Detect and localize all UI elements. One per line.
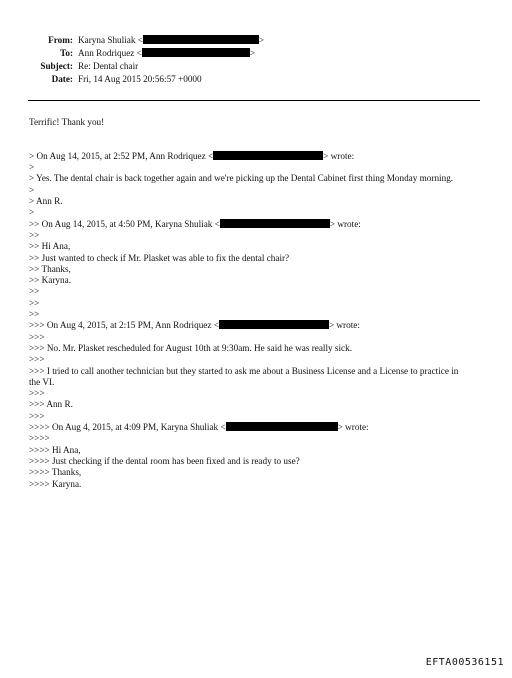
quote-header-text: >>>> On Aug 4, 2015, at 4:09 PM, Karyna Shuliak < — [29, 422, 226, 433]
redaction-bar — [142, 48, 250, 57]
header-divider — [28, 100, 480, 101]
quote-header-2 — [29, 219, 469, 230]
quote-header-text: > On Aug 14, 2015, at 2:52 PM, Ann Rodriquez < — [29, 150, 214, 161]
quote-line: >>> — [29, 388, 45, 399]
email-body — [29, 117, 469, 490]
subject-label: Subject: — [40, 61, 73, 71]
to-label: To: — [60, 48, 73, 58]
quote-line: >>> No. Mr. Plasket rescheduled for August 10th at 9:30am. He said he was really sick. — [29, 342, 353, 353]
to-value — [78, 47, 255, 59]
quote-line: >> — [29, 297, 40, 308]
quote-line: > — [29, 184, 35, 195]
quote-line: >>>> Hi Ana, — [29, 444, 81, 455]
quote-line: >> Thanks, — [29, 263, 71, 274]
quote-line: >>>> Karyna. — [29, 478, 82, 489]
quote-header-text: >>> On Aug 4, 2015, at 2:15 PM, Ann Rodriquez < — [29, 320, 219, 331]
quote-line: > — [29, 207, 35, 218]
quote-header-4 — [29, 422, 469, 433]
quote-line: > — [29, 162, 35, 173]
quote-line: >>>> Just checking if the dental room has been fixed and is ready to use? — [29, 455, 300, 466]
quote-line: >>> — [29, 331, 45, 342]
quote-header-tail: > wrote: — [337, 422, 369, 433]
to-close: > — [249, 48, 256, 58]
quote-header-3 — [29, 320, 469, 331]
to-name: Ann Rodriquez < — [78, 48, 142, 58]
quote-line: >>>> Thanks, — [29, 467, 82, 478]
redaction-bar — [219, 320, 329, 329]
from-value — [78, 34, 264, 46]
from-name: Karyna Shuliak < — [78, 35, 143, 45]
quote-line: >> Hi Ana, — [29, 241, 71, 252]
quote-line: >>> — [29, 410, 45, 421]
redaction-bar — [226, 422, 338, 431]
document-id: EFTA00536151 — [425, 657, 504, 668]
date-label: Date: — [51, 74, 73, 84]
quote-line: >>>> — [29, 433, 50, 444]
date-value: Fri, 14 Aug 2015 20:56:57 +0000 — [78, 74, 202, 84]
quote-line: >> Just wanted to check if Mr. Plasket was able to fix the dental chair? — [29, 252, 290, 263]
quote-header-text: >> On Aug 14, 2015, at 4:50 PM, Karyna Shuliak < — [29, 218, 220, 229]
redaction-bar — [213, 151, 323, 160]
quote-line: >>> Ann R. — [29, 399, 73, 410]
quote-header-tail: > wrote: — [329, 218, 361, 229]
quote-line: >>> — [29, 354, 45, 365]
quote-line: >> Karyna. — [29, 275, 71, 286]
quote-line: > Yes. The dental chair is back together again and we're picking up the Dental Cabinet first thing Monday morning. — [29, 173, 454, 184]
subject-value: Re: Dental chair — [78, 61, 139, 71]
redaction-bar — [220, 219, 330, 228]
quote-line: >> — [29, 309, 40, 320]
from-close: > — [258, 35, 265, 45]
quote-line: >> — [29, 229, 40, 240]
quote-line: > Ann R. — [29, 196, 63, 207]
from-label: From: — [48, 35, 73, 45]
quote-header-1 — [29, 151, 469, 162]
quote-header-tail: > wrote: — [323, 150, 355, 161]
greeting: Terrific! Thank you! — [29, 117, 105, 127]
quote-line: >>> I tried to call another technician but they started to ask me about a Business License and a License to practice in the VI. — [29, 365, 459, 387]
quote-line: >> — [29, 286, 40, 297]
quote-header-tail: > wrote: — [328, 320, 360, 331]
redaction-bar — [143, 35, 259, 44]
